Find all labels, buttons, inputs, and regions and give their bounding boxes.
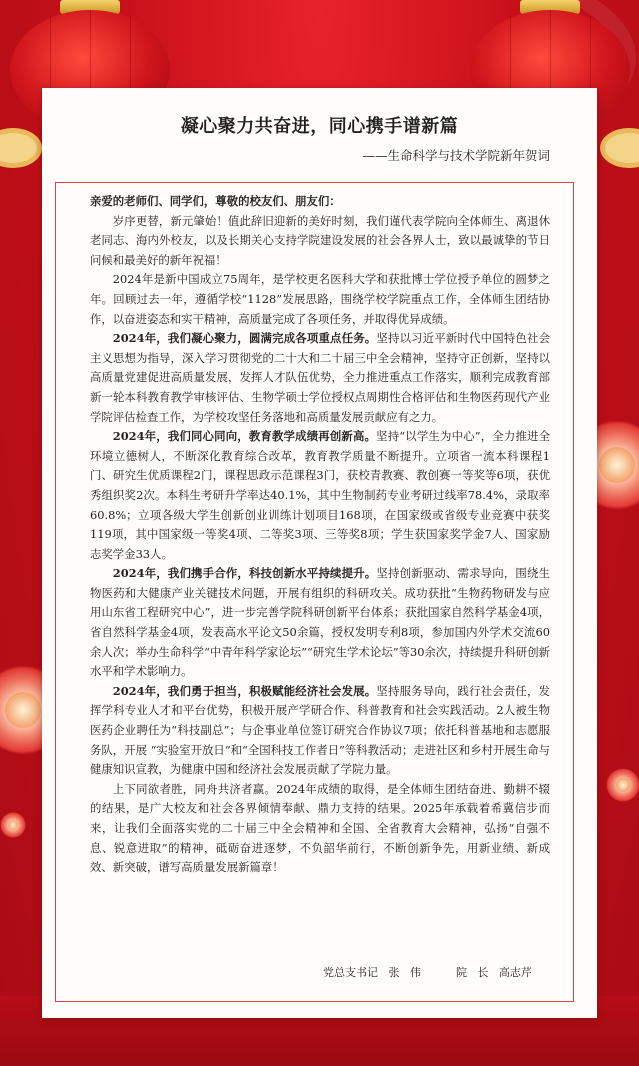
paragraph-4: 2024年，我们同心同向，教育教学成绩再创新高。坚持“以学生为中心”，全力推进全环境立德树人，不断深化教育综合改革，教育教学质量不断提升。立项省一流本科课程1门、研究生优质课程2门，课程思政示范课程3门，获校青教赛、教创赛一等奖等6项，获优秀组织奖2次。本科生考研升学率达40.1%，其中生物制药专业考研过线率78.4%，录取率60.8%；立项各级大学生创新创业训练计划项目168项，在国家级或省级专业竞赛中获奖119项，其中国家级一等奖4项、二等奖3项、三等奖8项；学生获国家奖学金7人、国家励志奖学金33人。 [90,429,550,561]
paragraph-5-lead: 2024年，我们携手合作，科技创新水平持续提升。 [112,566,377,581]
paragraph-2: 2024年是新中国成立75周年，是学校更名医科大学和获批博士学位授予单位的圆梦之年。回顾过去一年，遵循学校“1128”发展思路，围绕学校学院重点工作，全体师生团结协作，以奋进姿态和实干精神，高质量完成了各项任务，并取得优异成绩。 [90,272,550,326]
paragraph-3: 2024年，我们凝心聚力，圆满完成各项重点任务。坚持以习近平新时代中国特色社会主义思想为指导，深入学习贯彻党的二十大和二十届三中全会精神，坚持守正创新，坚持以高质量党建促进高质量发展，发挥人才队伍优势，全力推进重点工作落实，顺利完成教育部新一轮本科教育教学审核评估、生物学硕士学位授权点周期性合格评估和生物医药现代产业学院评估检查工作，为学校攻坚任务落地和高质量发展贡献应有之力。 [90,331,550,424]
paragraph-3-lead: 2024年，我们凝心聚力，圆满完成各项重点任务。 [112,331,377,346]
paragraph-6: 2024年，我们勇于担当，积极赋能经济社会发展。坚持服务导向，践行社会责任，发挥学科专业人才和平台优势，积极开展产学研合作、科普教育和社会实践活动。2人被生物医药企业聘任为“科技副总”；与企事业单位签订研究合作协议7项；依托科普基地和志愿服务队，开展 “实验室开放日”和“全国科技工作者日”等科教活动；走进社区和乡村开展生命与健康知识宣教，为健康中国和经济社会发展贡献了学院力量。 [90,683,550,777]
signature: 党总支书记 张 伟 院 长 高志芹 [323,966,532,979]
paragraph-1: 岁序更替，新元肇始！值此辞旧迎新的美好时刻，我们谨代表学院向全体师生、离退休老同志、海内外校友，以及长期关心支持学院建设发展的社会各界人士，致以最诚挚的节日问候和最美好的新年祝福！ [90,213,550,267]
page-subtitle: ——生命科学与技术学院新年贺词 [362,148,550,163]
paragraph-5: 2024年，我们携手合作，科技创新水平持续提升。坚持创新驱动、需求导向，围绕生物医药和大健康产业关键技术问题，开展有组织的科研攻关。成功获批“生物药物研发与应用山东省工程研究中心”，进一步完善学院科研创新平台体系；获批国家自然科学基金4项，省自然科学基金4项，发表高水平论文50余篇，授权发明专利8项，参加国内外学术交流60余人次；举办生命科学“中青年科学家论坛”“研究生学术论坛”等30余次，持续提升科研创新水平和学术影响力。 [90,566,550,679]
greeting: 亲爱的老师们、同学们，尊敬的校友们、朋友们： [90,194,341,208]
flower-right-small-icon [606,768,639,802]
paragraph-6-lead: 2024年，我们勇于担当，积极赋能经济社会发展。 [112,683,377,698]
letter-body [90,192,550,878]
flower-left-small-icon [0,812,26,838]
paragraph-7: 上下同欲者胜，同舟共济者赢。2024年成绩的取得，是全体师生团结奋进、勤耕不辍的结果，是广大校友和社会各界倾情奉献、鼎力支持的结果。2025年承载着希冀信步而来，让我们全面落实党的二十届三中全会精神和全国、全省教育大会精神，弘扬“自强不息、锐意进取”的精神，砥砺奋进逐梦，不负韶华前行，不断创新争先，用新业绩、新成效、新突破，谱写高质量发展新篇章！ [90,781,550,875]
page-title: 凝心聚力共奋进，同心携手谱新篇 [180,116,459,137]
paragraph-4-lead: 2024年，我们同心同向，教育教学成绩再创新高。 [112,429,377,444]
